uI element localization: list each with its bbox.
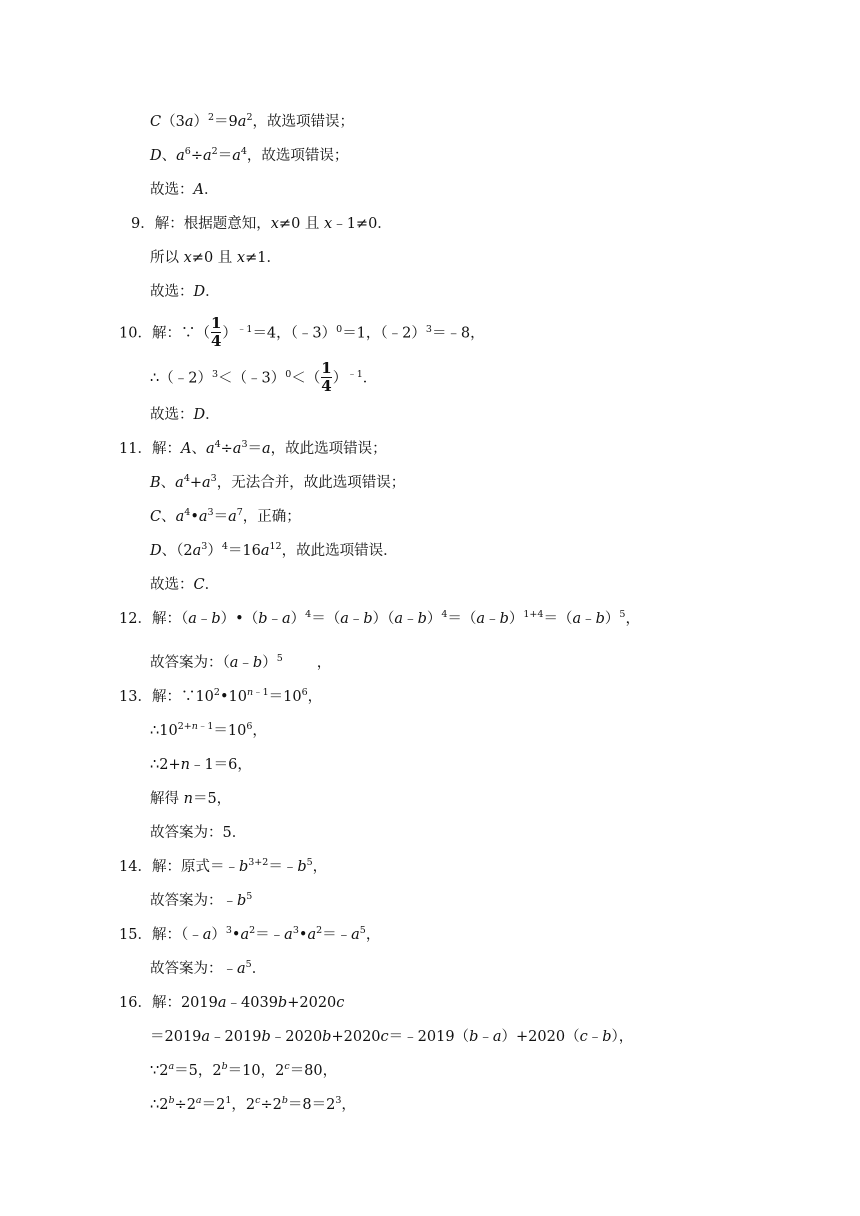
- q9-answer: 故选：D．: [150, 284, 220, 300]
- q10-line-2: ∴（﹣2）$^3$＜（﹣3）$^0$＜（ $\frac{1}{4}$ ）$^{﹣1}$．: [150, 359, 378, 395]
- q11-option-a: 11．解：A、$a^4\div a^3=a$，故此选项错误；: [119, 439, 387, 457]
- q16-line-3: $\because 2^a=5$，$2^b=10$，$2^c=80$，: [150, 1061, 338, 1079]
- q8-option-d: D、$a^6\div a^2=a^4$，故选项错误；: [150, 146, 349, 164]
- q16-line-4: $\therefore 2^b\div 2^a=2^1$，$2^c\div 2^b=8=2^3$，: [150, 1095, 356, 1113]
- q14-line-1: 14．解：原式$=﹣b^{3+2}=﹣b^5$，: [119, 857, 328, 875]
- q9-line-1: 9．解：根据题意知，x≠0 且 x﹣1≠0．: [131, 216, 392, 232]
- q11-option-c: C、$a^4•a^3=a^7$，正确；: [150, 507, 301, 525]
- q13-line-3: ∴2+n﹣1＝6，: [150, 757, 252, 773]
- q13-line-4: 解得 n＝5，: [150, 791, 232, 807]
- q11-option-d: D、$(2a^3)^4=16a^{12}$，故此选项错误．: [150, 541, 398, 559]
- q9-line-2: 所以 x≠0 且 x≠1．: [150, 250, 281, 266]
- q15-answer: 故答案为：$﹣a^5$．: [150, 959, 267, 977]
- q11-option-b: B、$a^4+a^3$，无法合并，故此选项错误；: [150, 473, 406, 491]
- q13-line-2: $\therefore 10^{2+n﹣1}=10^6$，: [150, 721, 267, 739]
- q15-line-1: 15．解：$(﹣a)^3•a^2=﹣a^3•a^2=﹣a^5$，: [119, 925, 381, 943]
- q12-line-1: 12．解：（a﹣b）•（b﹣a）$^4$＝（a﹣b）（a﹣b）$^4$＝（a﹣b）$^{1+4}$＝（a﹣b）$^5$，: [119, 609, 640, 627]
- q13-answer: 故答案为：5．: [150, 825, 247, 841]
- q8-option-c: $C(3a)^2=9a^2$，故选项错误；: [150, 112, 354, 130]
- q14-answer: 故答案为：$﹣b^5$: [150, 891, 253, 909]
- q16-line-1: 16．解：2019a﹣4039b+2020c: [119, 995, 345, 1011]
- q10-answer: 故选：D．: [150, 407, 220, 423]
- fraction-one-quarter: $\frac{1}{4}$: [321, 359, 332, 395]
- q8-answer: 故选：A．: [150, 182, 219, 198]
- q13-line-1: 13．解：$\because 10^2•10^{n﹣1}=10^6$，: [119, 687, 323, 705]
- q12-answer: 故答案为：（a﹣b）$^5$ ，: [150, 653, 332, 671]
- q11-answer: 故选：C．: [150, 577, 220, 593]
- q16-line-2: ＝2019a﹣2019b﹣2020b+2020c＝﹣2019（b﹣a）+2020（c﹣b），: [150, 1029, 634, 1045]
- q10-line-1: 10．解：∵（ $\frac{1}{4}$ ）$^{﹣1}$＝4，（﹣3）$^0$＝1，（﹣2）$^3$＝﹣8，: [119, 314, 485, 350]
- fraction-one-quarter: $\frac{1}{4}$: [210, 314, 222, 350]
